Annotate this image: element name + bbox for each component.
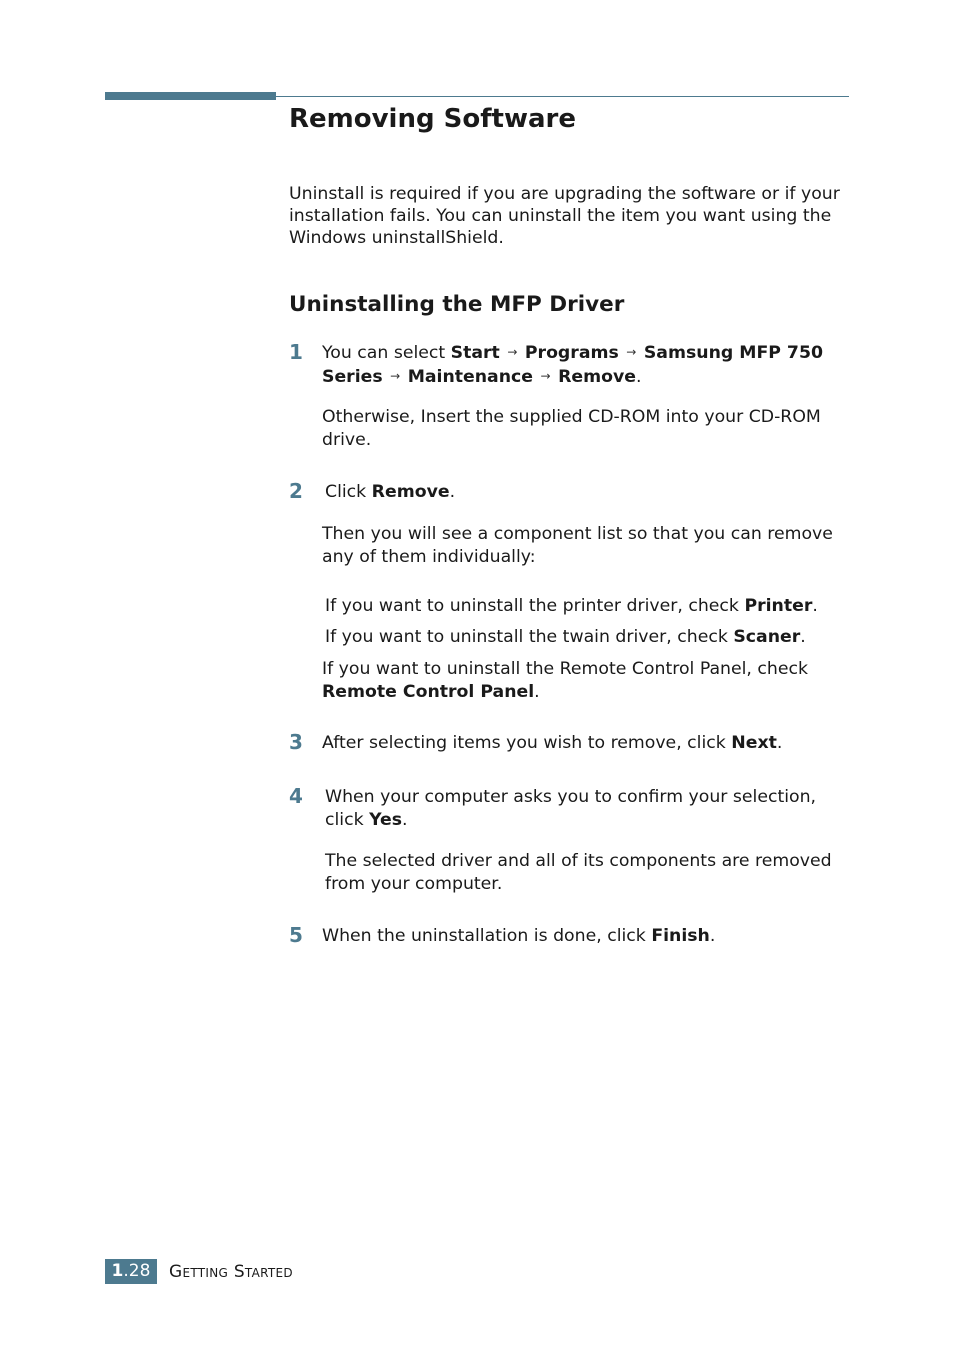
page-number-badge [105,1259,157,1284]
step-4-note: The selected driver and all of its components are removed from your computer. [325,851,832,894]
option-printer-suffix: . [812,596,818,616]
step-3-prefix: After selecting items you wish to remove, click [322,733,732,753]
option-scaner-prefix: If you want to uninstall the twain driver, check [325,627,734,647]
step-number-2: 2 [289,479,303,503]
option-remote-control-panel [322,658,852,703]
step-2-prefix: Click [325,482,372,502]
option-scaner-suffix: . [800,627,806,647]
step-number-1: 1 [289,340,303,364]
option-scaner [325,626,855,649]
intro-paragraph: Uninstall is required if you are upgrading the software or if your installation fails. You can uninstall the item you want using the Windows uninstallShield. [289,184,840,248]
option-printer-bold: Printer [744,596,813,616]
option-rcp-bold: Remote Control Panel [322,681,535,702]
header-rule-thin [276,96,849,97]
step-2-suffix: . [449,482,456,502]
menu-path-remove: Remove [558,366,636,387]
chapter-number: 1 [111,1261,124,1281]
menu-path-programs: Programs [524,343,619,363]
step-5-bold: Finish [651,926,710,946]
option-rcp-prefix: If you want to uninstall the Remote Control Panel, check [322,659,809,679]
step-2-text [325,481,855,504]
menu-path-start: Start [450,343,500,363]
step-3-suffix: . [776,733,783,753]
arrow-right-icon: → [626,345,637,359]
step-1-suffix: . [635,366,642,387]
step-4-prefix: When your computer asks you to confirm your selection, click [325,787,817,830]
option-rcp-suffix: . [534,681,540,702]
option-printer [325,595,855,618]
arrow-right-icon: → [540,368,551,383]
arrow-right-icon: → [390,368,401,383]
step-5-text [322,925,852,948]
option-printer-prefix: If you want to uninstall the printer driver, check [325,596,745,616]
step-number-5: 5 [289,923,303,947]
page-title: Removing Software [289,104,576,134]
step-4-text [325,786,855,831]
step-4-bold: Yes [369,809,403,830]
step-1-note: Otherwise, Insert the supplied CD-ROM into your CD-ROM drive. [322,407,821,450]
step-5-suffix: . [709,926,716,946]
step-1-prefix: You can select [322,343,451,363]
step-5-prefix: When the uninstallation is done, click [322,926,652,946]
header-rule-thick [105,92,276,100]
step-number-3: 3 [289,730,303,754]
footer-section-title: Getting Started [169,1262,293,1282]
option-scaner-bold: Scaner [733,627,801,647]
step-number-4: 4 [289,784,303,808]
arrow-right-icon: → [507,345,518,359]
step-2-bold: Remove [371,482,450,502]
step-4-suffix: . [402,809,408,830]
step-2-note: Then you will see a component list so that you can remove any of them individually: [322,524,833,567]
step-1-text [322,342,852,389]
menu-path-maintenance: Maintenance [407,366,533,387]
step-3-bold: Next [731,733,777,753]
section-title: Uninstalling the MFP Driver [289,292,625,317]
menu-path-samsung: Samsung MFP 750 Series [322,343,824,387]
page-number: .28 [123,1261,151,1281]
step-3-text [322,732,852,755]
